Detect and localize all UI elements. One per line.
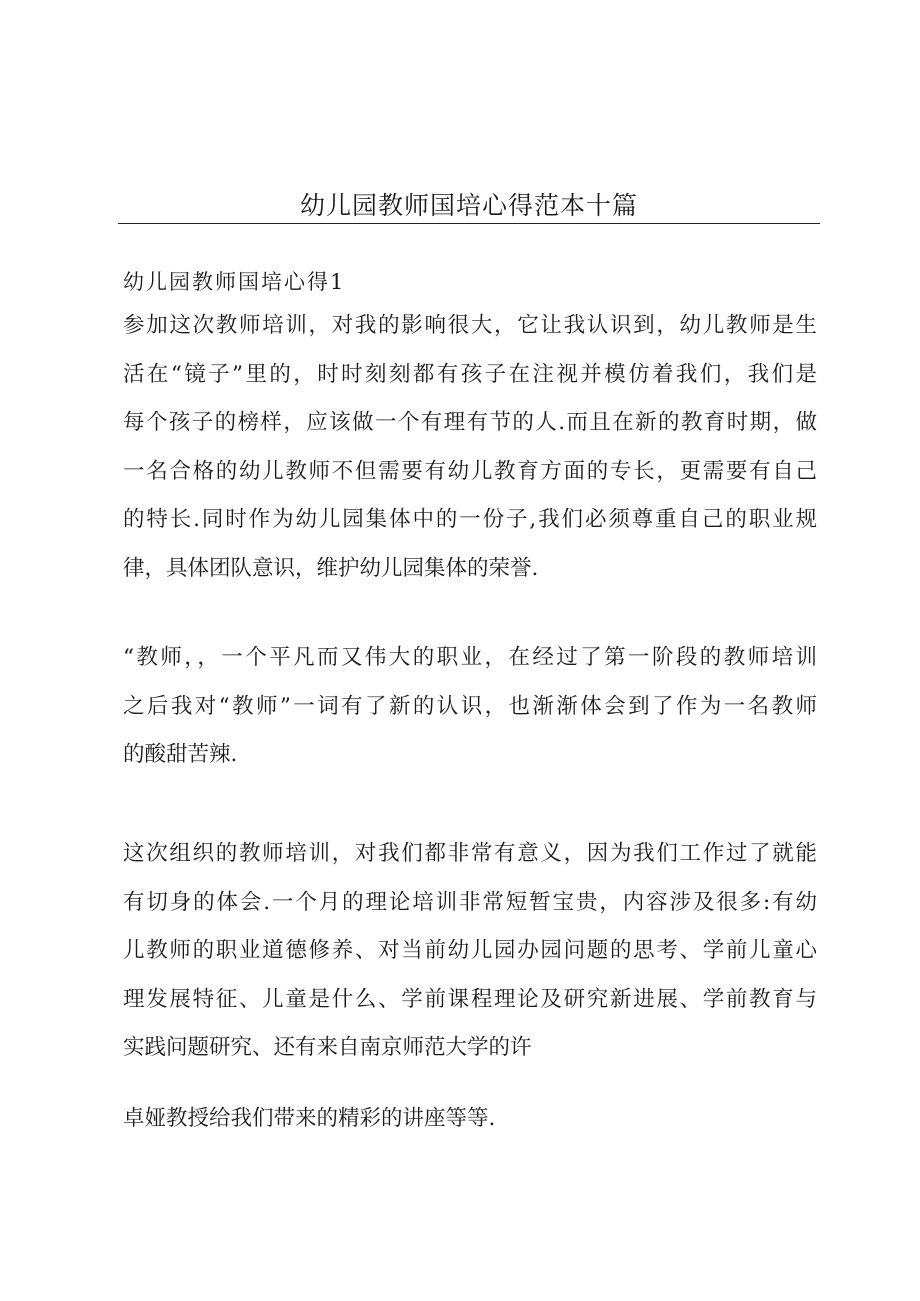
paragraph-line: “教师，，一个平凡而又伟大的职业，在经过了第一阶段的教师培训 — [123, 645, 817, 670]
paragraph-line: 一名合格的幼儿教师不但需要有幼儿教育方面的专长，更需要有自己 — [123, 458, 817, 484]
paragraph-line: 理发展特征、儿童是什么、学前课程理论及研究新进展、学前教育与 — [123, 986, 817, 1012]
section-heading: 幼儿园教师国培心得1 — [123, 270, 346, 294]
paragraph-line: 的酸甜苦辣. — [123, 742, 238, 768]
title-underline — [118, 223, 820, 224]
paragraph-1 — [123, 312, 817, 604]
paragraph-line: 参加这次教师培训，对我的影响很大，它让我认识到，幼儿教师是生 — [123, 313, 817, 338]
document-title: 幼儿园教师国培心得范本十篇 — [299, 191, 638, 220]
paragraph-line: 律，具体团队意识，维护幼儿园集体的荣誉. — [123, 555, 539, 581]
paragraph-line: 这次组织的教师培训，对我们都非常有意义，因为我们工作过了就能 — [123, 841, 817, 866]
paragraph-line: 每个孩子的榜样，应该做一个有理有节的人.而且在新的教育时期，做 — [123, 410, 817, 436]
paragraph-line: 之后我对“教师”一词有了新的认识，也渐渐体会到了作为一名教师 — [123, 693, 817, 719]
paragraph-line: 活在“镜子”里的，时时刻刻都有孩子在注视并模仿着我们，我们是 — [123, 361, 817, 387]
paragraph-4 — [123, 1105, 817, 1154]
paragraph-2 — [123, 644, 817, 790]
paragraph-line: 有切身的体会.一个月的理论培训非常短暂宝贵，内容涉及很多:有幼 — [123, 889, 817, 915]
paragraph-line: 儿教师的职业道德修养、对当前幼儿园办园问题的思考、学前儿童心 — [123, 938, 817, 964]
paragraph-3 — [123, 840, 817, 1083]
paragraph-line: 的特长.同时作为幼儿园集体中的一份子,我们必须尊重自己的职业规 — [123, 507, 817, 533]
paragraph-line: 实践问题研究、还有来自南京师范大学的许 — [123, 1035, 532, 1061]
paragraph-line: 卓娅教授给我们带来的精彩的讲座等等. — [123, 1106, 496, 1131]
